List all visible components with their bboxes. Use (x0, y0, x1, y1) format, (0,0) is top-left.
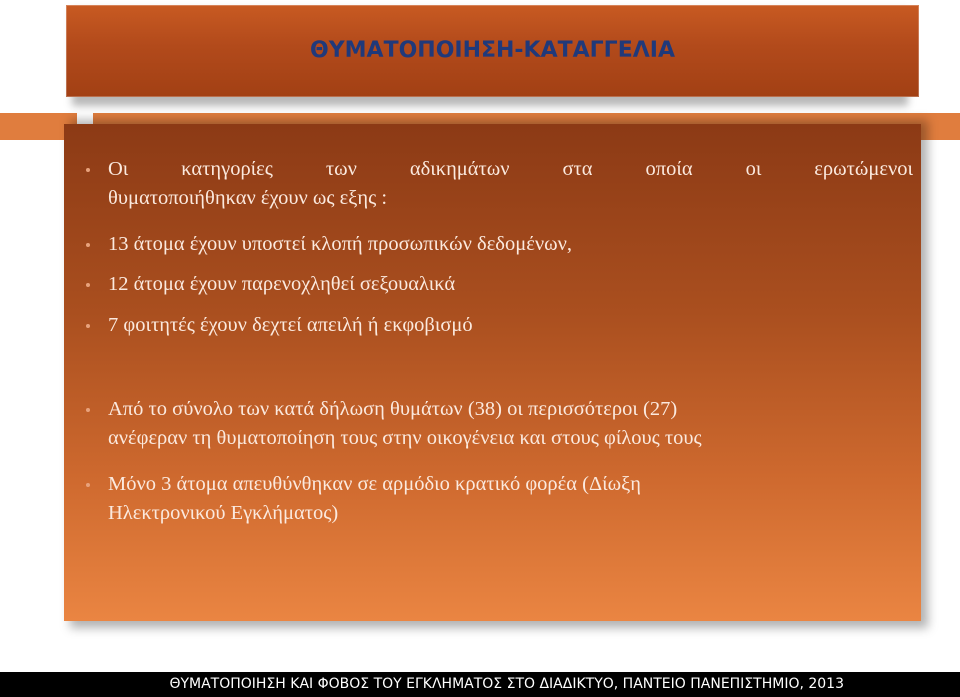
bullet-text-continued: θυματοποιήθηκαν έχουν ως εξης : (108, 187, 388, 209)
bullet-text-continued: Ηλεκτρονικού Εγκλήματος) (108, 502, 339, 524)
bullet-item-5 (108, 395, 913, 453)
bullet-dot (86, 324, 90, 328)
footer-text: ΘΥΜΑΤΟΠΟΙΗΣΗ ΚΑΙ ΦΟΒΟΣ ΤΟΥ ΕΓΚΛΗΜΑΤΟΣ ΣΤΟ ΔΙΑΔΙΚΤΥΟ, ΠΑΝΤΕΙΟ ΠΑΝΕΠΙΣΤΗΜΙΟ, 2013 (169, 676, 844, 692)
bullet-dot (86, 483, 90, 487)
bullet-dot (86, 168, 90, 172)
bullet-text: Οι κατηγορίες των αδικημάτων στα οποία οι ερωτώμενοι (108, 158, 913, 180)
bullet-item-4 (108, 311, 913, 340)
bullet-text: 13 άτομα έχουν υποστεί κλοπή προσωπικών δεδομένων, (108, 233, 572, 255)
bullet-dot (86, 283, 90, 287)
footer-bar (0, 672, 960, 697)
bullet-item-3 (108, 270, 913, 299)
bullet-dot (86, 408, 90, 412)
bullet-text: 7 φοιτητές έχουν δεχτεί απειλή ή εκφοβισμό (108, 314, 473, 336)
bullet-dot (86, 243, 90, 247)
bullet-text: Από το σύνολο των κατά δήλωση θυμάτων (38) οι περισσότεροι (27) (108, 398, 678, 420)
bullet-text-continued: ανέφεραν τη θυματοποίηση τους στην οικογένεια και στους φίλους τους (108, 427, 702, 449)
bullet-text: Μόνο 3 άτομα απευθύνθηκαν σε αρμόδιο κρατικό φορέα (Δίωξη (108, 473, 642, 495)
bullet-item-6 (108, 470, 913, 528)
bullet-text: 12 άτομα έχουν παρενοχληθεί σεξουαλικά (108, 273, 456, 295)
slide-title: ΘΥΜΑΤΟΠΟΙΗΣΗ-ΚΑΤΑΓΓΕΛΙΑ (310, 38, 675, 63)
bullet-item-1 (108, 155, 913, 213)
bullet-item-2 (108, 230, 913, 259)
title-box (66, 5, 919, 97)
content-box (64, 124, 921, 621)
